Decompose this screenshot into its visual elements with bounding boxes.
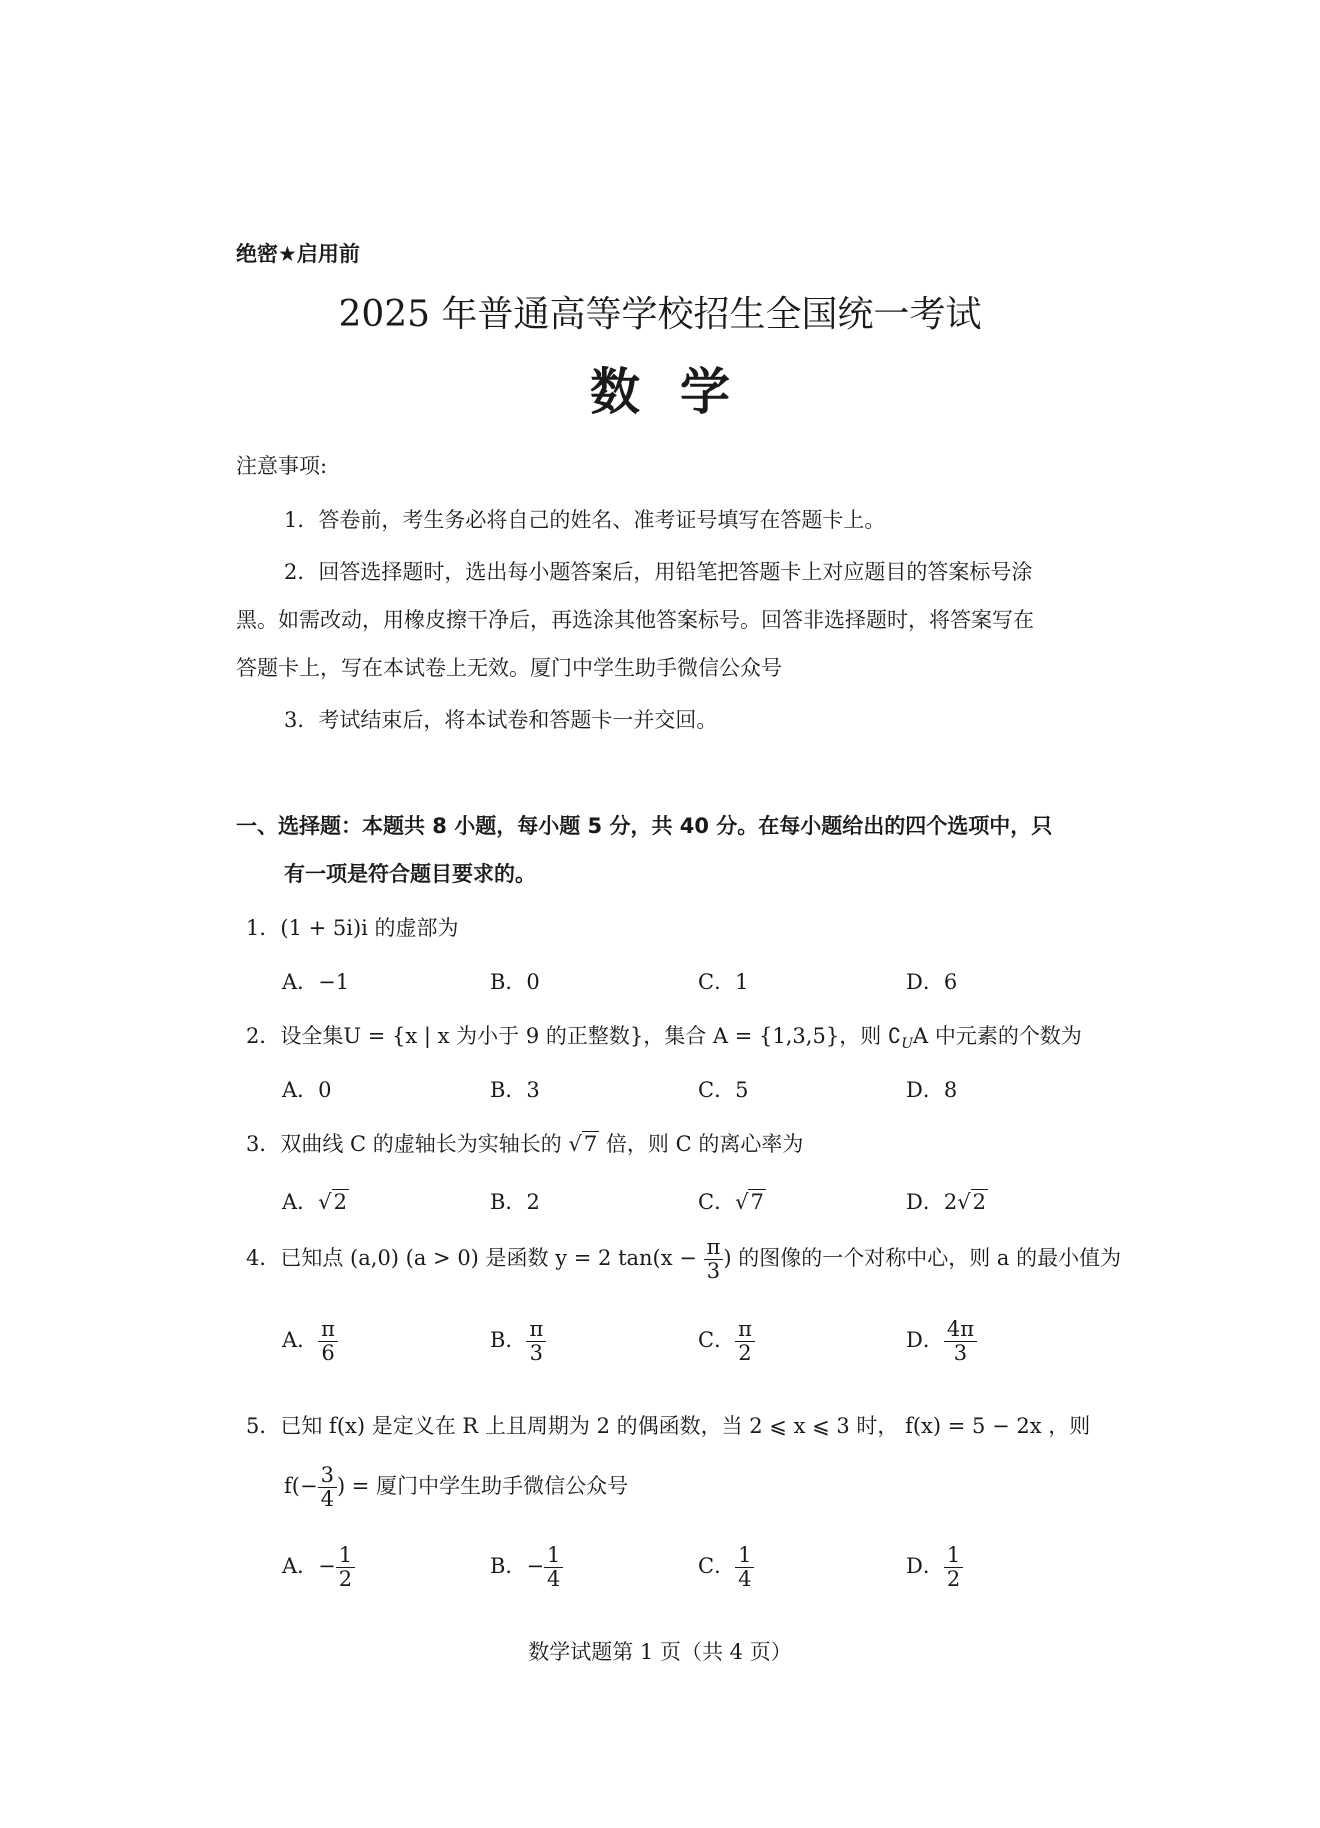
question-number: 1． <box>246 916 281 940</box>
question-4 <box>246 1236 1121 1283</box>
notice-item-1: 1．答卷前，考生务必将自己的姓名、准考证号填写在答题卡上。 <box>284 508 886 532</box>
question-text: ，集合 A = {1,3,5}，则 ∁ <box>643 1024 902 1048</box>
q1-option-d: D．6 <box>906 970 958 994</box>
confidential-label: 绝密★启用前 <box>236 242 360 266</box>
exam-title: 2025 年普通高等学校招生全国统一考试 <box>338 294 982 335</box>
fraction: $\frac{3}{4}$ <box>318 1464 337 1511</box>
question-text: f(− <box>284 1474 318 1499</box>
question-text: ) = 厦门中学生助手微信公众号 <box>336 1474 629 1499</box>
complement-subscript: U <box>901 1036 914 1053</box>
subject-title: 数学 <box>590 363 770 421</box>
q5-option-a: A．− $\frac{1}{2}$ <box>282 1544 355 1591</box>
question-text: A 中元素的个数为 <box>913 1024 1082 1048</box>
question-text: ) 的图像的一个对称中心，则 a 的最小值为 <box>723 1246 1122 1271</box>
fraction: $\frac{\pi}{3}$ <box>704 1236 724 1283</box>
q4-option-a: A． $\frac{\pi}{6}$ <box>282 1318 338 1365</box>
q4-option-c: C． $\frac{\pi}{2}$ <box>698 1318 755 1365</box>
q2-option-d: D．8 <box>906 1078 958 1102</box>
question-number: 3． <box>246 1132 281 1156</box>
q3-option-b: B．2 <box>490 1190 540 1214</box>
q2-option-c: C．5 <box>698 1078 749 1102</box>
section-heading-cont: 有一项是符合题目要求的。 <box>284 862 536 886</box>
notice-item-2-cont2: 答题卡上，写在本试卷上无效。厦门中学生助手微信公众号 <box>236 656 782 680</box>
question-text: 双曲线 C 的虚轴长为实轴长的 <box>280 1132 562 1156</box>
question-number: 5． <box>246 1414 281 1438</box>
question-3: 3．双曲线 C 的虚轴长为实轴长的 √7 倍，则 C 的离心率为 <box>246 1132 804 1156</box>
notice-item-2-cont: 黑。如需改动，用橡皮擦干净后，再选涂其他答案标号。回答非选择题时，将答案写在 <box>236 608 1034 632</box>
question-number: 4． <box>246 1246 281 1271</box>
question-text: 已知 f(x) 是定义在 R 上且周期为 2 的偶函数，当 2 ⩽ x ⩽ 3 时， f(x) = 5 − 2x ，则 <box>280 1414 1091 1438</box>
q2-option-a: A．0 <box>282 1078 332 1102</box>
notice-item-2: 2．回答选择题时，选出每小题答案后，用铅笔把答题卡上对应题目的答案标号涂 <box>284 560 1033 584</box>
question-text: 设全集 <box>280 1024 344 1048</box>
question-5 <box>246 1410 1090 1440</box>
question-text: 已知点 (a,0) (a > 0) 是函数 y = 2 tan(x − <box>280 1246 697 1271</box>
q1-option-c: C．1 <box>698 970 749 994</box>
q5-option-b: B．− $\frac{1}{4}$ <box>490 1544 563 1591</box>
q4-option-d: D． $\frac{4\pi}{3}$ <box>906 1318 977 1365</box>
q5-option-d: D． $\frac{1}{2}$ <box>906 1544 963 1591</box>
q1-option-a: A．−1 <box>282 970 350 994</box>
radicand: 7 <box>583 1132 598 1156</box>
q4-option-b: B． $\frac{\pi}{3}$ <box>490 1318 546 1365</box>
question-2 <box>246 1020 1082 1052</box>
notice-item-3: 3．考试结束后，将本试卷和答题卡一并交回。 <box>284 708 718 732</box>
q3-option-a: A．√2 <box>282 1190 347 1214</box>
notice-heading: 注意事项: <box>236 454 328 478</box>
set-u-definition: U = {x | x 为小于 9 的正整数} <box>343 1024 644 1048</box>
q1-option-b: B．0 <box>490 970 540 994</box>
question-number: 2． <box>246 1024 281 1048</box>
question-text: 倍，则 C 的离心率为 <box>605 1132 804 1156</box>
section-heading: 一、选择题：本题共 8 小题，每小题 5 分，共 40 分。在每小题给出的四个选项中，只 <box>236 814 1053 838</box>
q5-option-c: C． $\frac{1}{4}$ <box>698 1544 754 1591</box>
page-footer: 数学试题第 1 页（共 4 页） <box>528 1640 792 1664</box>
question-text: (1 + 5i)i 的虚部为 <box>280 916 459 940</box>
question-5-cont <box>284 1464 628 1511</box>
q3-option-d: D．2√2 <box>906 1190 986 1214</box>
q2-option-b: B．3 <box>490 1078 540 1102</box>
question-1 <box>246 912 459 942</box>
q3-option-c: C．√7 <box>698 1190 764 1214</box>
